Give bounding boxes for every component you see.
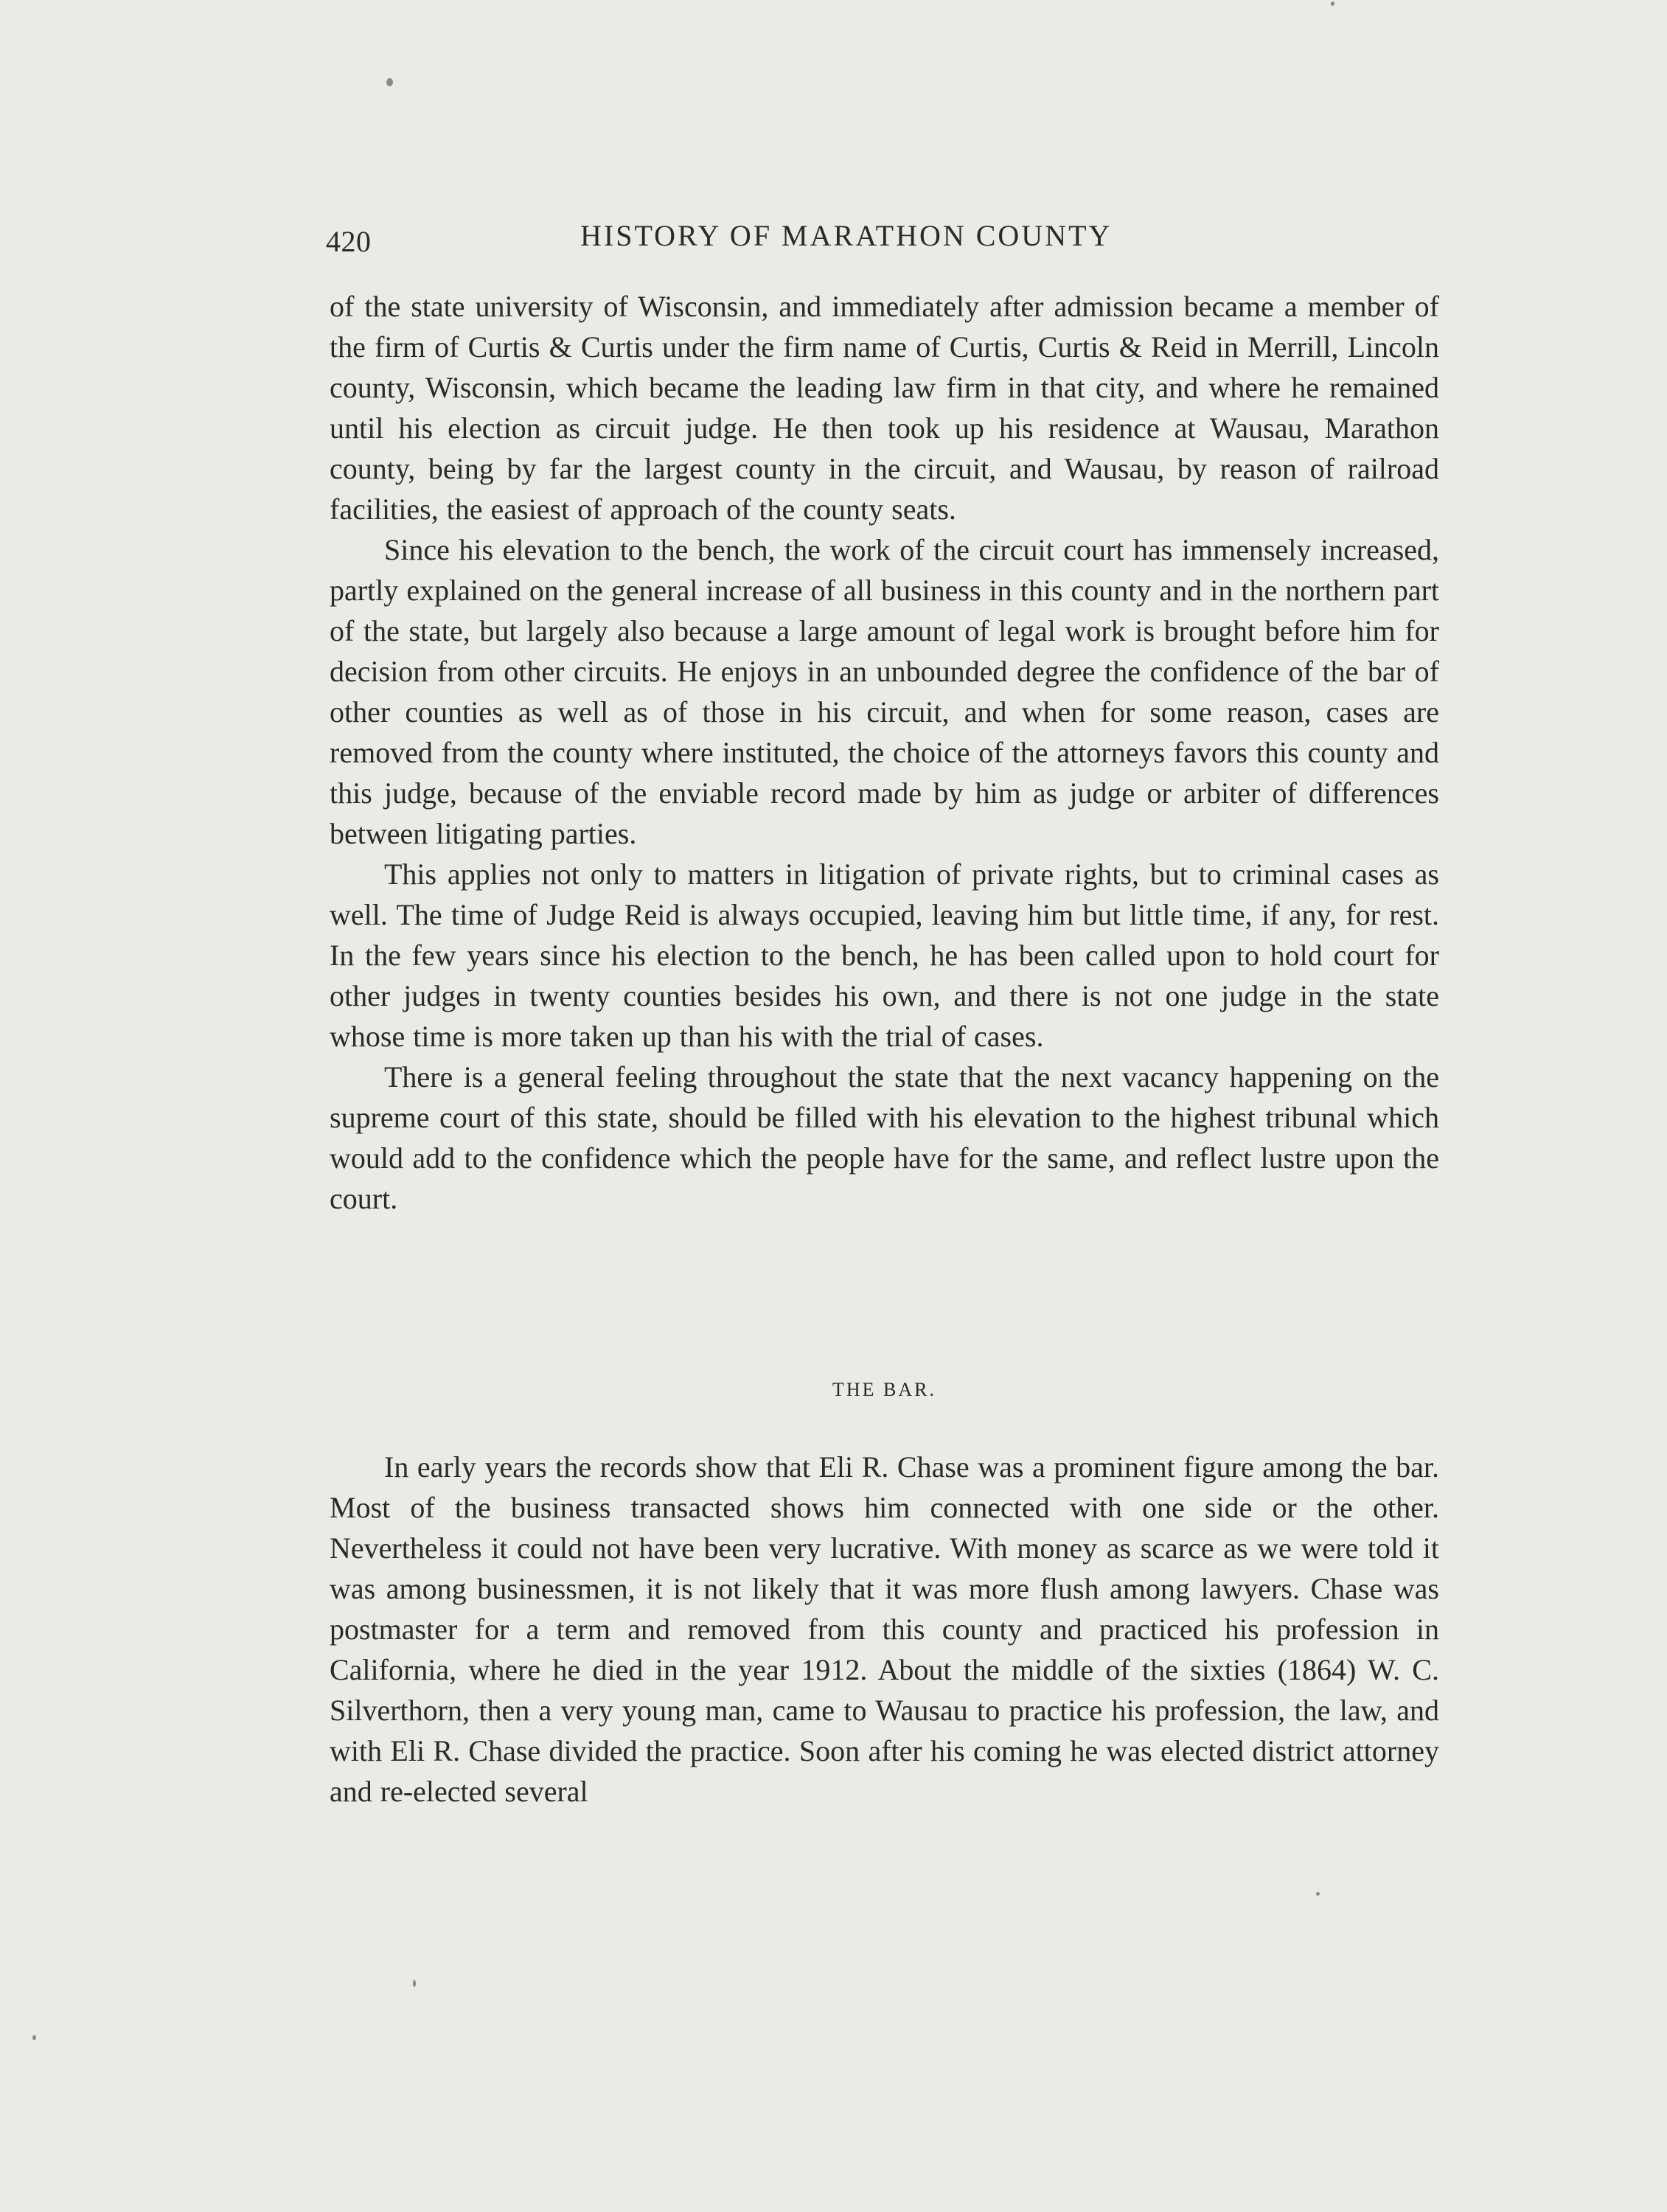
paper-speck <box>386 78 393 86</box>
paper-speck <box>1316 1892 1320 1896</box>
paragraph-admission: of the state university of Wisconsin, and immediately after admission became a member of the firm of Curtis & Curtis under the firm name of Curtis, Curtis & Reid in Merrill, Lincoln county, Wisconsin, which became the leading law firm in that city, and where he remained until his election as circuit judge. He then took up his residence at Wausau, Marathon county, being by far the largest county in the circuit, and Wausau, by reason of railroad facilities, the easiest of approach of the county seats. <box>330 290 1439 526</box>
paragraph-elevation: Since his elevation to the bench, the work of the circuit court has immensely increased, partly explained on the general increase of all business in this county and in the northern part of the state, but largely also because a large amount of legal work is brought before him for decision from other circuits. He enjoys in an unbounded degree the confidence of the bar of other counties as well as of those in his circuit, and when for some reason, cases are removed from the county where instituted, the choice of the attorneys favors this county and this judge, because of the enviable record made by him as judge or arbiter of differences between litigating parties. <box>330 533 1439 850</box>
paragraph-supreme-court: There is a general feeling throughout the state that the next vacancy happening on the supreme court of this state, should be filled with his elevation to the highest tribunal which would add to the confidence which the people have for the same, and reflect lustre upon the court. <box>330 1060 1439 1215</box>
paper-speck <box>32 2035 36 2040</box>
running-title: HISTORY OF MARATHON COUNTY <box>580 219 1113 252</box>
running-head <box>326 218 1439 262</box>
paragraph-criminal-cases: This applies not only to matters in litigation of private rights, but to criminal cases as well. The time of Judge Reid is always occupied, leaving him but little time, if any, for rest. In the few years since his election to the bench, he has been called upon to hold court for other judges in twenty counties besides his own, and there is not one judge in the state whose time is more taken up than his with the trial of cases. <box>330 858 1439 1053</box>
page-number: 420 <box>326 225 372 258</box>
paragraph-early-years: In early years the records show that Eli R. Chase was a prominent figure among the bar. Most of the business transacted shows him connected with one side or the other. Nevertheless it could not have been very lucrative. With money as scarce as we were told it was among businessmen, it is not likely that it was more flush among lawyers. Chase was postmaster for a term and removed from this county and practiced his profession in California, where he died in the year 1912. About the middle of the sixties (1864) W. C. Silverthorn, then a very young man, came to Wausau to practice his profession, the law, and with Eli R. Chase divided the practice. Soon after his coming he was elected district attorney and re-elected several <box>330 1450 1439 1808</box>
paper-speck <box>1331 1 1334 6</box>
body-text-top <box>330 286 1439 1219</box>
section-heading-the-bar: THE BAR. <box>832 1379 936 1400</box>
paper-speck <box>413 1980 416 1987</box>
body-text-bar <box>330 1447 1439 1812</box>
